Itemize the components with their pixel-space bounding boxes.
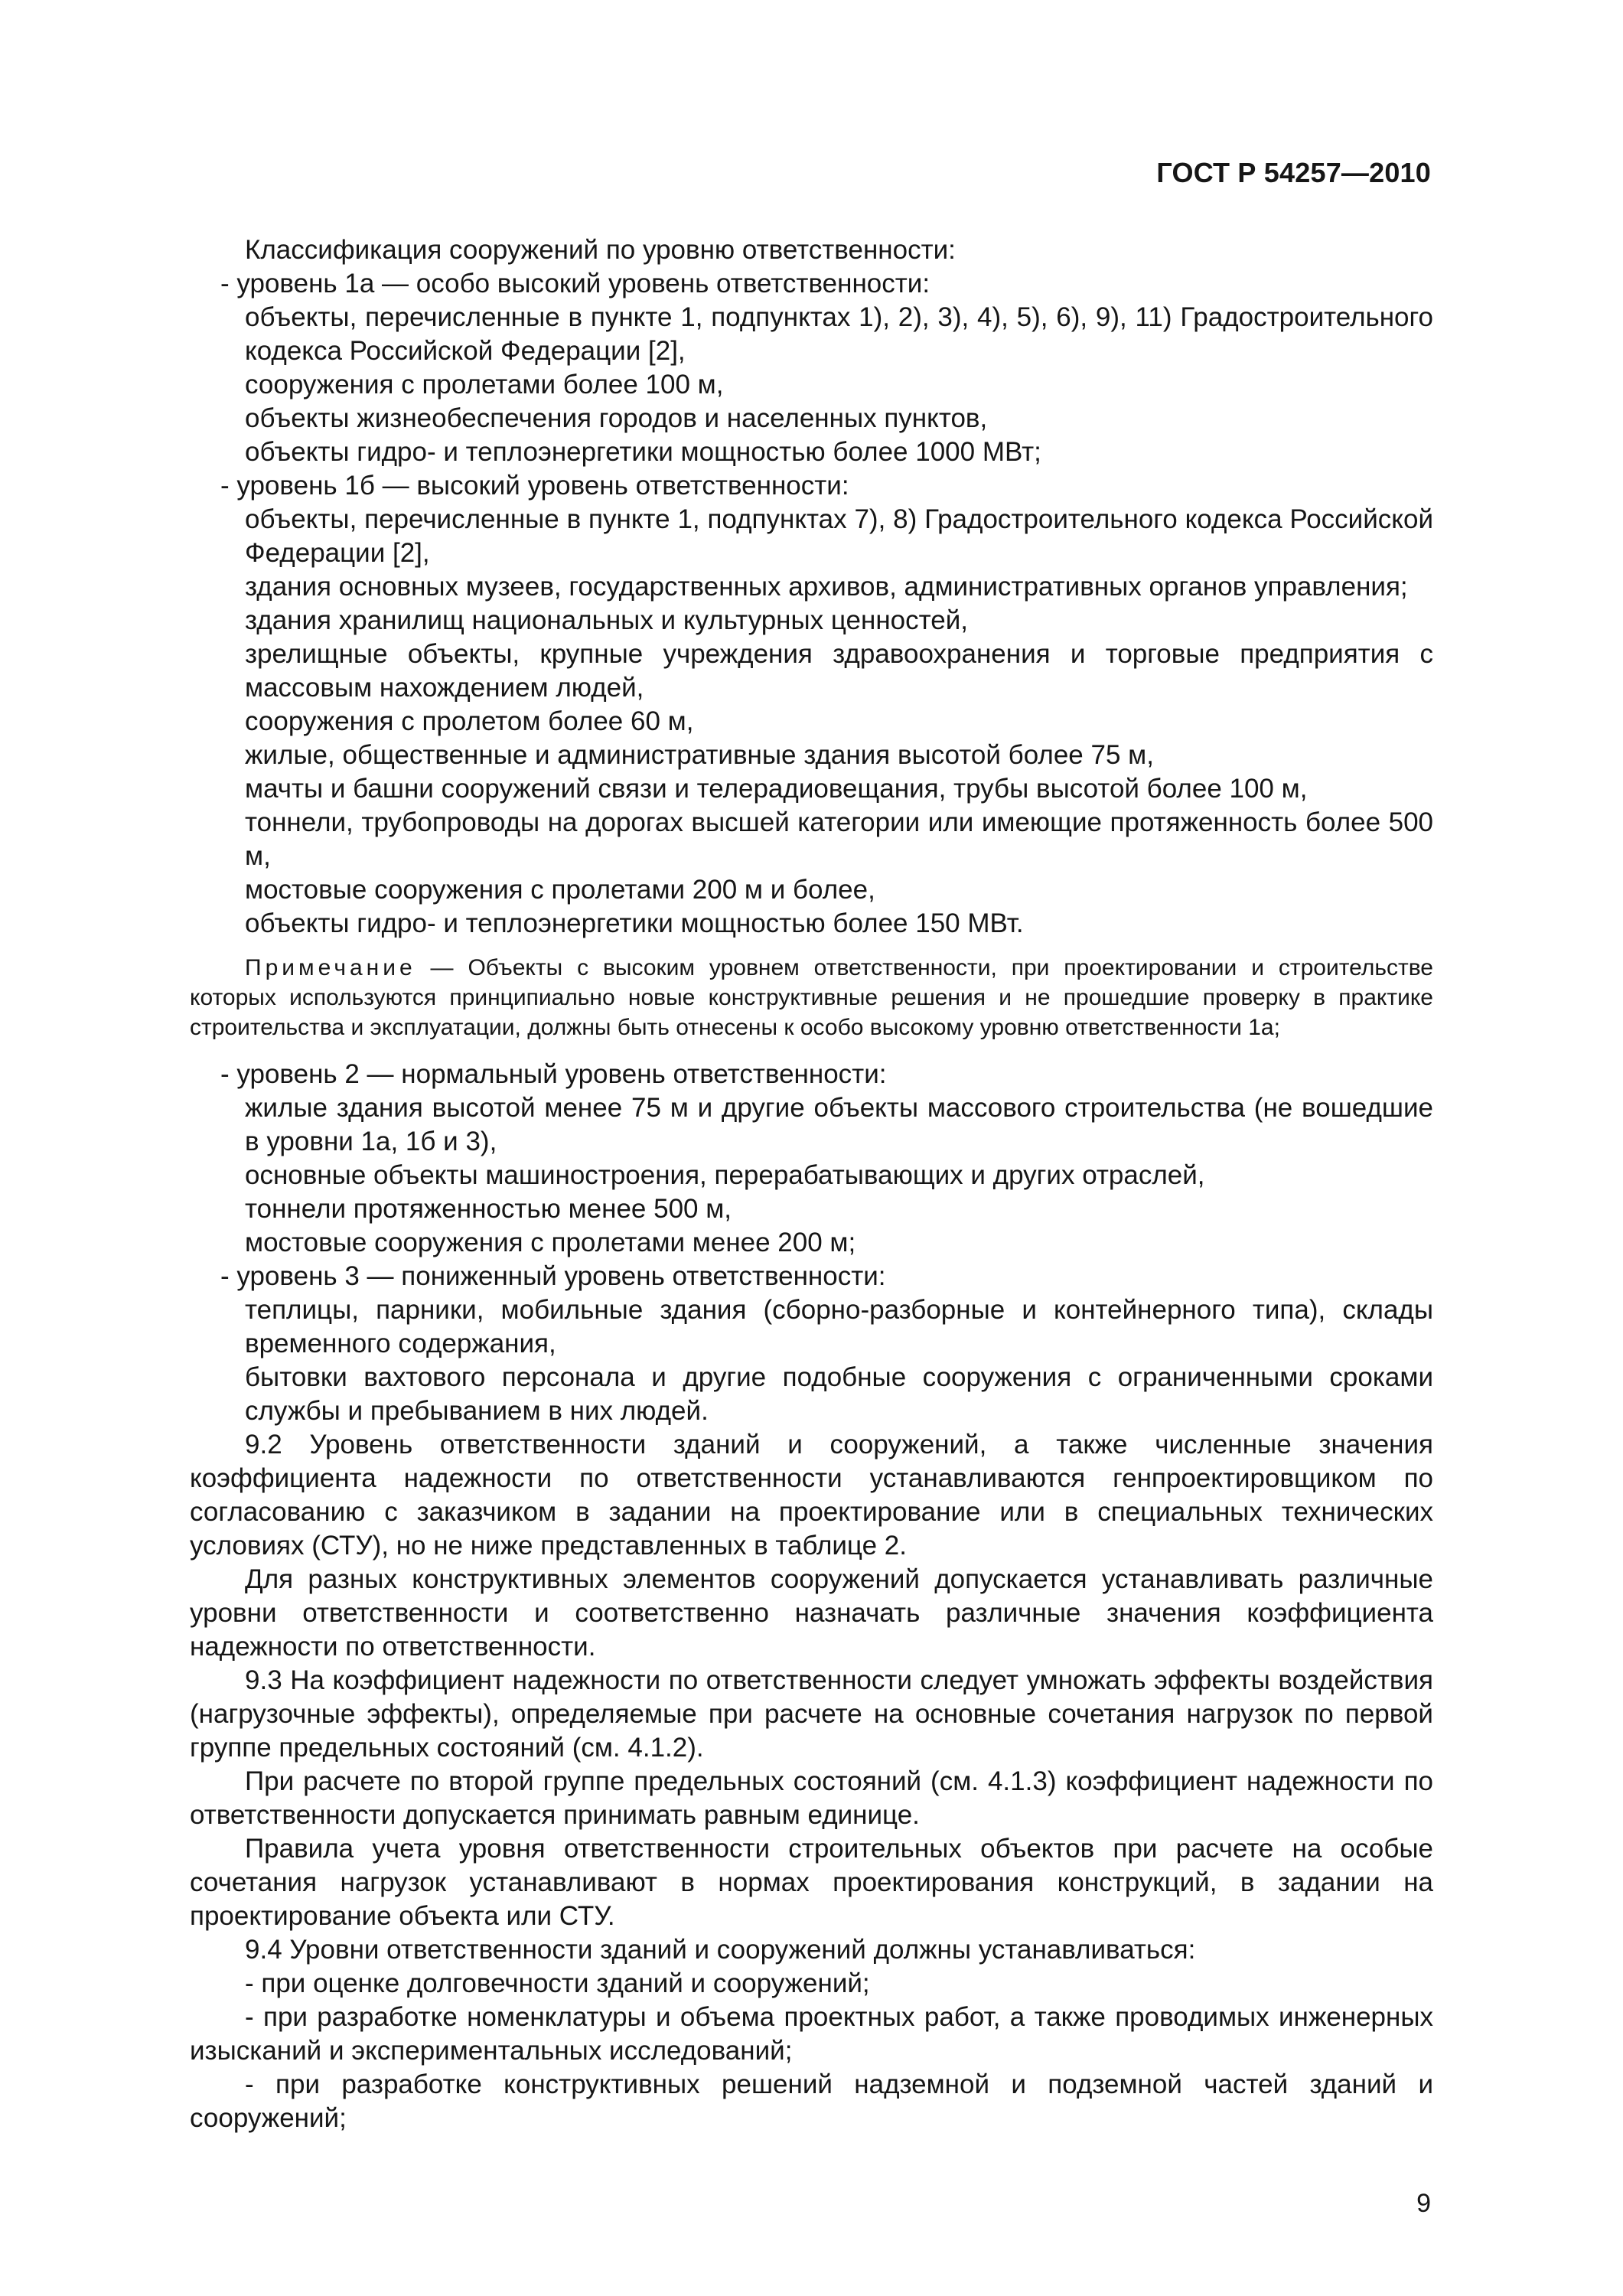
list-item: - при оценке долговечности зданий и сооружений; <box>245 1968 870 1998</box>
list-item-level-1b: - уровень 1б — высокий уровень ответственности: <box>220 471 849 501</box>
note-text: — Объекты с высоким уровнем ответственности, при проектировании и строительстве которых используются принципиально новые конструктивные решения и не прошедшие проверку в практике строительства и эксплуатации, должны быть отнесены к особо высокому уровню ответственности 1а; <box>190 955 1433 1040</box>
list-item: зрелищные объекты, крупные учреждения здравоохранения и торговые предприятия с массовым нахождением людей, <box>245 639 1433 703</box>
list-item: жилые, общественные и административные здания высотой более 75 м, <box>245 740 1154 770</box>
paragraph: Для разных конструктивных элементов сооружений допускается устанавливать различные уровни ответственности и соответственно назначать различные значения коэффициента надежности по ответственности. <box>190 1564 1433 1662</box>
list-item-level-3: - уровень 3 — пониженный уровень ответственности: <box>220 1261 886 1291</box>
paragraph: Правила учета уровня ответственности строительных объектов при расчете на особые сочетания нагрузок устанавливают в нормах проектирования конструкций, в задании на проектирование объекта или СТУ. <box>190 1834 1433 1931</box>
list-item: - при разработке конструктивных решений надземной и подземной частей зданий и сооружений; <box>190 2069 1433 2133</box>
paragraph-9-3: 9.3 На коэффициент надежности по ответственности следует умножать эффекты воздействия (нагрузочные эффекты), определяемые при расчете на основные сочетания нагрузок по первой группе предельных состояний (см. 4.1.2). <box>190 1665 1433 1763</box>
list-item-level-2: - уровень 2 — нормальный уровень ответственности: <box>220 1059 887 1089</box>
list-item: теплицы, парники, мобильные здания (сборно-разборные и контейнерного типа), склады временного содержания, <box>245 1295 1433 1358</box>
paragraph-9-4: 9.4 Уровни ответственности зданий и сооружений должны устанавливаться: <box>245 1935 1196 1965</box>
document-id-header: ГОСТ Р 54257—2010 <box>1156 157 1431 188</box>
list-item: жилые здания высотой менее 75 м и другие объекты массового строительства (не вошедшие в уровни 1а, 1б и 3), <box>245 1093 1433 1156</box>
page-content <box>190 233 1433 2135</box>
page-number: 9 <box>1416 2189 1431 2218</box>
list-item: мостовые сооружения с пролетами 200 м и более, <box>245 875 875 905</box>
list-item: объекты, перечисленные в пункте 1, подпунктах 1), 2), 3), 4), 5), 6), 9), 11) Градостроительного кодекса Российской Федерации [2], <box>245 302 1433 366</box>
classification-title: Классификация сооружений по уровню ответственности: <box>245 235 956 265</box>
list-item: тоннели, трубопроводы на дорогах высшей категории или имеющие протяженность более 500 м, <box>245 807 1433 871</box>
list-item: объекты жизнеобеспечения городов и населенных пунктов, <box>245 403 988 433</box>
list-item: основные объекты машиностроения, перерабатывающих и других отраслей, <box>245 1160 1205 1190</box>
list-item: бытовки вахтового персонала и другие подобные сооружения с ограниченными сроками службы и пребыванием в них людей. <box>245 1362 1433 1426</box>
paragraph: При расчете по второй группе предельных состояний (см. 4.1.3) коэффициент надежности по ответственности допускается принимать равным единице. <box>190 1766 1433 1830</box>
list-item: объекты гидро- и теплоэнергетики мощностью более 1000 МВт; <box>245 437 1041 467</box>
paragraph-9-2: 9.2 Уровень ответственности зданий и сооружений, а также численные значения коэффициента надежности по ответственности устанавливаются генпроектировщиком по согласованию с заказчиком в задании на проектирование или в специальных технических условиях (СТУ), но не ниже представленных в таблице 2. <box>190 1430 1433 1561</box>
note-label: Примечание <box>245 955 416 980</box>
list-item: здания хранилищ национальных и культурных ценностей, <box>245 605 968 635</box>
list-item: здания основных музеев, государственных архивов, административных органов управления; <box>245 572 1408 602</box>
list-item: мачты и башни сооружений связи и телерадиовещания, трубы высотой более 100 м, <box>245 774 1308 804</box>
list-item-level-1a: - уровень 1а — особо высокий уровень ответственности: <box>220 269 930 298</box>
list-item: мостовые сооружения с пролетами менее 200 м; <box>245 1228 856 1257</box>
note-block <box>190 953 1433 1042</box>
list-item: тоннели протяженностью менее 500 м, <box>245 1194 732 1224</box>
list-item: - при разработке номенклатуры и объема проектных работ, а также проводимых инженерных изысканий и экспериментальных исследований; <box>190 2002 1433 2066</box>
list-item: объекты, перечисленные в пункте 1, подпунктах 7), 8) Градостроительного кодекса Российской Федерации [2], <box>245 504 1433 568</box>
list-item: объекты гидро- и теплоэнергетики мощностью более 150 МВт. <box>245 908 1024 938</box>
list-item: сооружения с пролетами более 100 м, <box>245 370 724 400</box>
list-item: сооружения с пролетом более 60 м, <box>245 706 694 736</box>
